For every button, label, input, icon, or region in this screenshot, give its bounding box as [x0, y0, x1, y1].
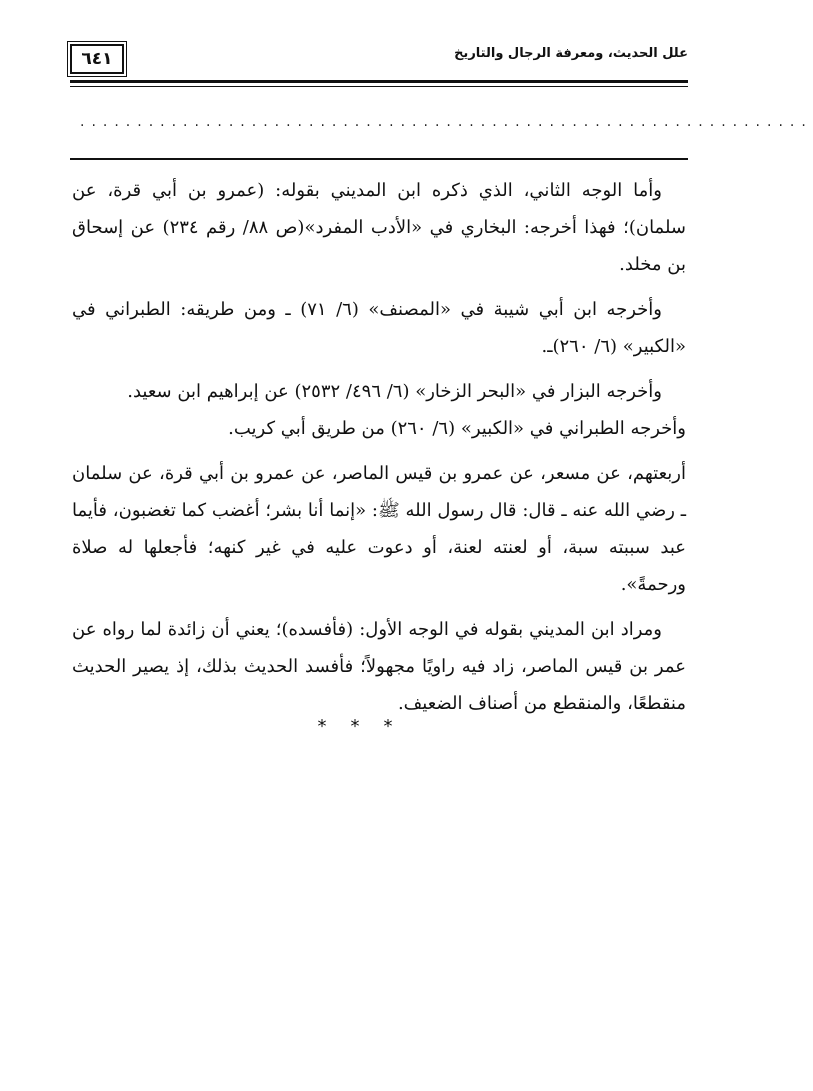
paragraph-6: ومراد ابن المديني بقوله في الوجه الأول: (فأفسده)؛ يعني أن زائدة لما رواه عن عمر بن قيس الماصر، زاد فيه راويًا مجهولاً؛ فأفسد الحديث بذلك، إذ يصير الحديث منقطعًا، والمنقطع من أصناف الضعيف. — [72, 619, 686, 714]
paragraph-4: وأخرجه الطبراني في «الكبير» (٦/ ٢٦٠) من طريق أبي كريب. — [228, 418, 686, 439]
header-rule-thick — [70, 80, 688, 83]
running-title: علل الحديث، ومعرفة الرجال والتاريخ — [454, 46, 688, 61]
paragraph-2: وأخرجه ابن أبي شيبة في «المصنف» (٦/ ٧١) ـ ومن طريقه: الطبراني في «الكبير» (٦/ ٢٦٠)ـ. — [72, 299, 686, 357]
header-rule-thin — [70, 86, 688, 87]
main-text — [72, 172, 686, 730]
page-header — [70, 38, 688, 78]
paragraph-1: وأما الوجه الثاني، الذي ذكره ابن المديني بقوله: (عمرو بن أبي قرة، عن سلمان)؛ فهذا أخرجه: البخاري في «الأدب المفرد»(ص ٨٨/ رقم ٢٣٤) عن إسحاق بن مخلد. — [72, 180, 687, 275]
paragraph-5: أربعتهم، عن مسعر، عن عمرو بن قيس الماصر، عن عمرو بن أبي قرة، عن سلمان ـ رضي الله عنه ـ قال: قال رسول الله ﷺ: «إنما أنا بشر؛ أغضب كما تغضبون، فأيما عبد سببته سبة، أو لعنته لعنة، أو دعوت عليه في غير كنهه؛ فأجعلها له صلاة ورحمةً». — [72, 463, 686, 595]
section-separator: *** — [317, 716, 417, 737]
page-number: ٦٤١ — [70, 44, 124, 74]
footnote-dots: ................................................................ — [80, 114, 813, 130]
paragraph-3: وأخرجه البزار في «البحر الزخار» (٦/ ٤٩٦/ ٢٥٣٢) عن إبراهيم ابن سعيد. — [127, 381, 662, 402]
body-divider — [70, 158, 688, 160]
